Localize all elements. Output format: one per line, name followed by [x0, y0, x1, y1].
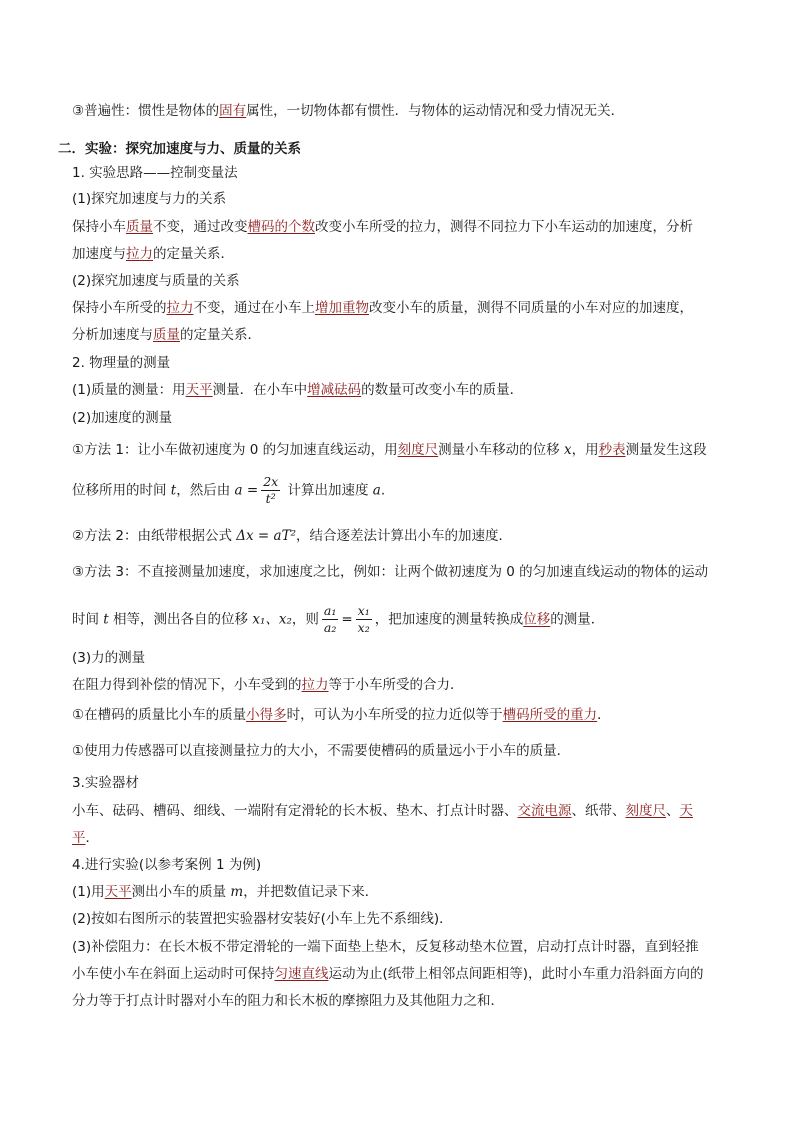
paragraph-line: 保持小车所受的拉力不变，通过在小车上增加重物改变小车的质量，测得不同质量的小车对应的加速度，: [72, 300, 693, 316]
paragraph-line: ①方法 1：让小车做初速度为 0 的匀加速直线运动，用刻度尺测量小车移动的位移 x，用秒表测量发生这段: [72, 442, 707, 458]
paragraph-line: 时间 t 相等，测出各自的位移 x₁、x₂，则 $\frac{\text{a₁}}{\text{a₂}}$ = $\frac{\text{x₁}}{\text{x₂}}$ ，把加速度的测量转换成位移的测量．: [72, 603, 605, 635]
paragraph-line: 在阻力得到补偿的情况下，小车受到的拉力等于小车所受的合力．: [72, 677, 464, 693]
paragraph-line: ①使用力传感器可以直接测量拉力的大小，不需要使槽码的质量远小于小车的质量．: [72, 743, 571, 759]
paragraph-line: (1)用天平测出小车的质量 m，并把数值记录下来．: [72, 884, 379, 900]
subsection-heading: 2. 物理量的测量: [72, 355, 171, 371]
blank-answer: 位移: [523, 611, 551, 628]
blank-answer: 刻度尺: [625, 803, 666, 819]
paragraph-line: ①在槽码的质量比小车的质量小得多时，可认为小车所受的拉力近似等于槽码所受的重力．: [72, 707, 611, 723]
paragraph-line: 小车、砝码、槽码、细线、一端附有定滑轮的长木板、垫木、打点计时器、交流电源、纸带、刻度尺、天: [72, 803, 693, 819]
paragraph-line: ③方法 3：不直接测量加速度，求加速度之比，例如：让两个做初速度为 0 的匀加速直线运动的物体的运动: [72, 564, 709, 580]
paragraph-line: (3)补偿阻力：在长木板不带定滑轮的一端下面垫上垫木，反复移动垫木位置，启动打点计时器，直到轻推: [72, 939, 699, 955]
item-heading: (2)探究加速度与质量的关系: [72, 273, 240, 289]
paragraph-line: 平．: [72, 830, 99, 846]
fraction: $\frac{\text{a₁}}{\text{a₂}}$: [323, 603, 337, 635]
blank-answer: 交流电源: [517, 803, 572, 819]
item-heading: (1)探究加速度与力的关系: [72, 191, 227, 207]
item-heading: (2)加速度的测量: [72, 410, 173, 426]
blank-answer: 小得多: [246, 707, 287, 723]
paragraph-line: 保持小车质量不变，通过改变槽码的个数改变小车所受的拉力，测得不同拉力下小车运动的加速度，分析: [72, 219, 693, 235]
blank-answer: 匀速直线: [274, 966, 329, 982]
blank-answer: 天平: [185, 382, 213, 398]
blank-answer: 增减砝码: [307, 382, 362, 398]
paragraph-line: (1)质量的测量：用天平测量．在小车中增减砝码的数量可改变小车的质量．: [72, 382, 524, 398]
paragraph-line: 小车使小车在斜面上运动时可保持匀速直线运动为止(纸带上相邻点间距相等)，此时小车重力沿斜面方向的: [72, 966, 704, 982]
blank-answer: 拉力: [301, 677, 329, 693]
subsection-heading: 4.进行实验(以参考案例 1 为例): [72, 857, 262, 873]
paragraph-line: 位移所用的时间 t，然后由 a = $\frac{2x}{\text{t²}}$ 计算出加速度 a.: [72, 474, 386, 506]
blank-answer: 平: [72, 830, 86, 846]
paragraph-line: 分力等于打点计时器对小车的阻力和长木板的摩擦阻力及其他阻力之和．: [72, 993, 504, 1009]
paragraph-line: (2)按如右图所示的装置把实验器材安装好(小车上先不系细线)．: [72, 911, 453, 927]
subsection-heading: 1. 实验思路——控制变量法: [72, 165, 238, 181]
blank-answer: 秒表: [598, 442, 626, 458]
fraction: $\frac{\text{x₁}}{\text{x₂}}$: [357, 603, 370, 635]
paragraph-line: ②方法 2：由纸带根据公式 Δx = aT²，结合逐差法计算出小车的加速度．: [72, 528, 513, 544]
blank-answer: 槽码的个数: [247, 219, 315, 235]
blank-answer: 槽码所受的重力: [502, 707, 598, 723]
blank-answer: 增加重物: [315, 300, 369, 316]
blank-answer: 质量: [153, 327, 180, 343]
blank-answer: 天平: [104, 884, 132, 900]
blank-answer: 天: [679, 803, 693, 819]
subsection-heading: 3.实验器材: [72, 775, 139, 791]
blank-answer: 拉力: [166, 300, 194, 316]
fraction: $\frac{2x}{\text{t²}}$: [263, 474, 279, 506]
paragraph-line: 分析加速度与质量的定量关系．: [72, 327, 261, 343]
blank-answer: 拉力: [126, 246, 153, 262]
inertia-universality: ③普遍性：惯性是物体的固有属性，一切物体都有惯性．与物体的运动情况和受力情况无关．: [72, 103, 625, 119]
formula: Δx = aT²: [236, 528, 297, 544]
blank-answer: 固有: [219, 103, 247, 119]
blank-answer: 质量: [126, 219, 153, 235]
item-heading: (3)力的测量: [72, 650, 146, 666]
section-heading: 二．实验：探究加速度与力、质量的关系: [58, 141, 301, 157]
paragraph-line: 加速度与拉力的定量关系．: [72, 246, 234, 262]
blank-answer: 刻度尺: [397, 442, 439, 458]
